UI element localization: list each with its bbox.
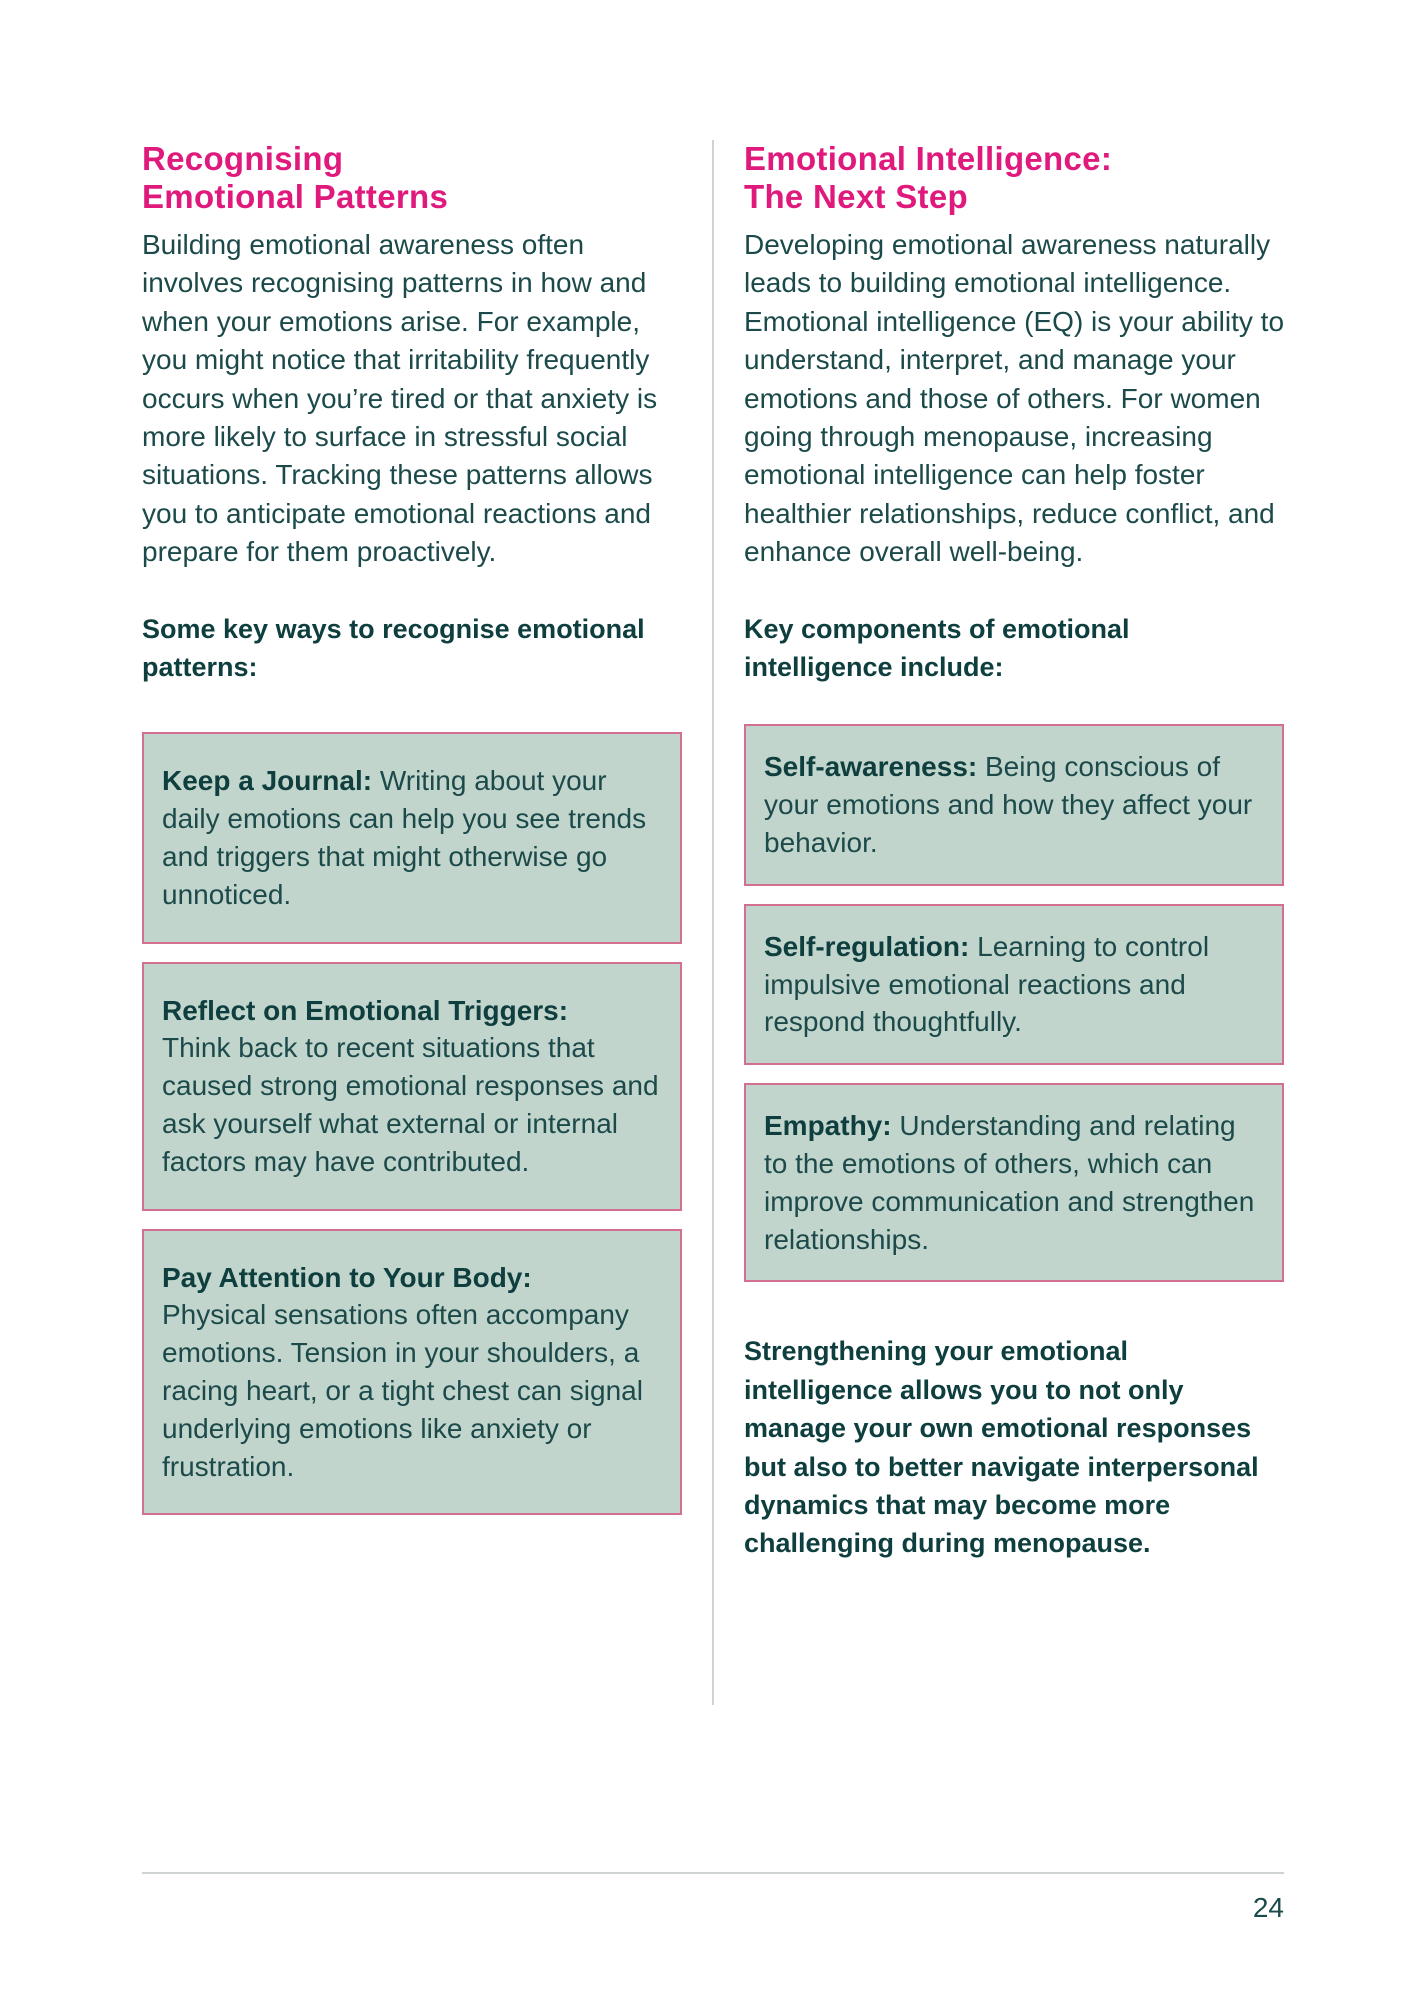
component-box-label: Self-awareness: bbox=[764, 751, 978, 783]
component-box-text: Learning to control impulsive emotional reactions and respond thoughtfully. bbox=[764, 930, 1210, 1038]
tip-box-text: Think back to recent situations that caused strong emotional responses and ask yourself what external or internal factors may have contributed. bbox=[162, 1032, 659, 1177]
left-subheading: Some key ways to recognise emotional patterns: bbox=[142, 613, 645, 683]
footer-divider bbox=[142, 1872, 1284, 1874]
right-column bbox=[744, 140, 1284, 1563]
left-title-line1: Recognising bbox=[142, 140, 344, 177]
right-section-title bbox=[744, 140, 1284, 216]
tip-box-label: Reflect on Emotional Triggers: bbox=[162, 994, 569, 1026]
page-number: 24 bbox=[1252, 1892, 1284, 1923]
tip-box-label: Pay Attention to Your Body: bbox=[162, 1261, 532, 1293]
component-box-label: Empathy: bbox=[764, 1110, 892, 1142]
component-box-text: Understanding and relating to the emotions of others, which can improve communication and strengthen relationships. bbox=[764, 1110, 1255, 1255]
left-title-line2: Emotional Patterns bbox=[142, 178, 449, 215]
left-section-title bbox=[142, 140, 682, 216]
right-intro-paragraph: Developing emotional awareness naturally leads to building emotional intelligence. Emotional intelligence (EQ) is your ability to understand, interpret, and manage your emotions and those of others. For women going through menopause, increasing emotional intelligence can help foster healthier relationships, reduce conflict, and enhance overall well-being. bbox=[744, 229, 1285, 568]
left-box-list bbox=[142, 732, 682, 1515]
right-box-list bbox=[744, 724, 1284, 1282]
tip-box-body bbox=[142, 1229, 682, 1516]
left-intro-paragraph: Building emotional awareness often involves recognising patterns in how and when your emotions arise. For example, you might notice that irritability frequently occurs when you’re tired or that anxiety is more likely to surface in stressful social situations. Tracking these patterns allows you to anticipate emotional reactions and prepare for them proactively. bbox=[142, 229, 658, 568]
component-box-self-awareness bbox=[744, 724, 1284, 885]
component-box-self-regulation bbox=[744, 904, 1284, 1065]
right-subheading: Key components of emotional intelligence include: bbox=[744, 613, 1130, 683]
right-title-line1: Emotional Intelligence: bbox=[744, 140, 1113, 177]
component-box-label: Self-regulation: bbox=[764, 930, 970, 962]
left-column bbox=[142, 140, 682, 1515]
tip-box-triggers bbox=[142, 962, 682, 1211]
column-divider bbox=[712, 140, 714, 1705]
closing-statement: Strengthening your emotional intelligence allows you to not only manage your own emotional responses but also to better navigate interpersonal dynamics that may become more challenging during menopause. bbox=[744, 1336, 1259, 1559]
component-box-text: Being conscious of your emotions and how they affect your behavior. bbox=[764, 751, 1253, 859]
tip-box-label: Keep a Journal: bbox=[162, 765, 373, 797]
tip-box-text: Writing about your daily emotions can help you see trends and triggers that might otherwise go unnoticed. bbox=[162, 765, 647, 910]
component-box-empathy bbox=[744, 1083, 1284, 1282]
tip-box-text: Physical sensations often accompany emotions. Tension in your shoulders, a racing heart, or a tight chest can signal underlying emotions like anxiety or frustration. bbox=[162, 1299, 643, 1482]
tip-box-journal bbox=[142, 732, 682, 943]
right-title-line2: The Next Step bbox=[744, 178, 968, 215]
